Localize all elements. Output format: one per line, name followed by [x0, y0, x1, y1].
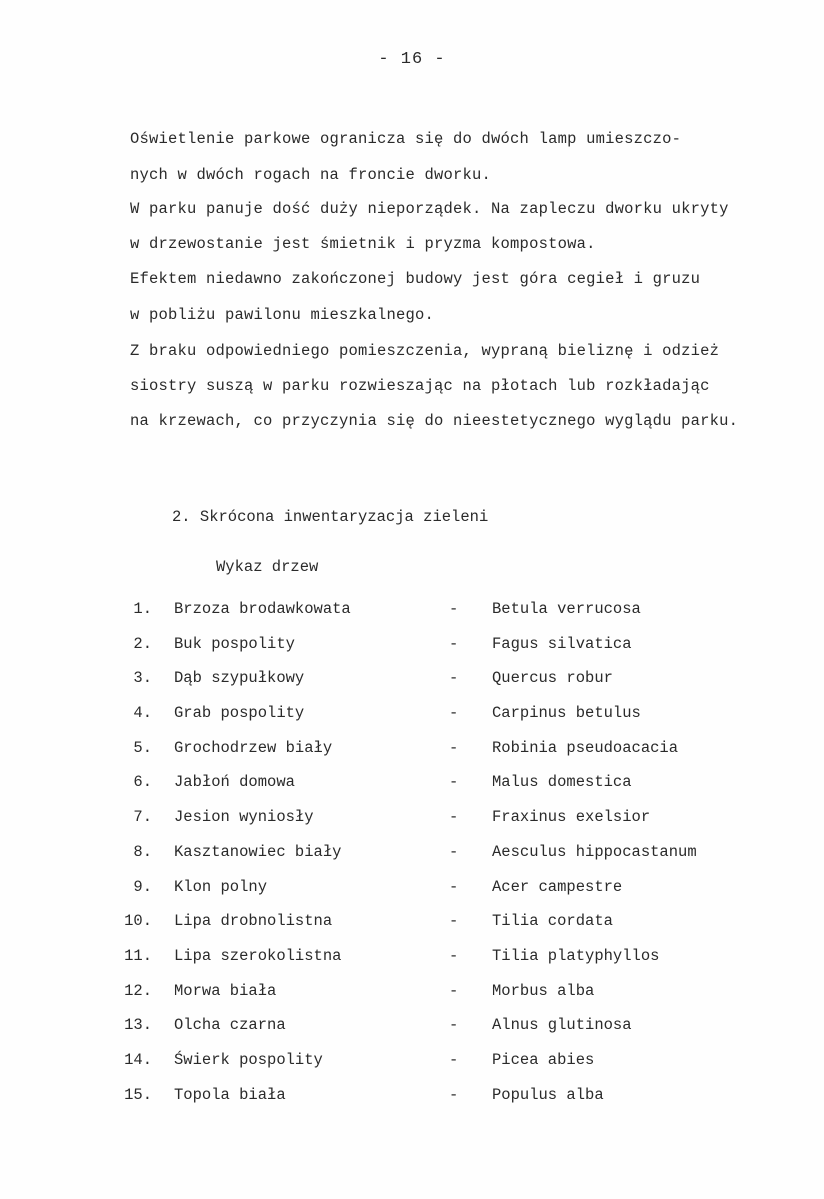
tree-polish-name: Grochodrzew biały [174, 738, 333, 757]
tree-latin-name: Betula verrucosa [492, 600, 641, 618]
tree-polish-name: Jabłoń domowa [174, 773, 295, 792]
tree-dash: - [449, 1016, 459, 1035]
tree-polish-name: Świerk pospolity [174, 1050, 323, 1069]
tree-dash: - [449, 669, 459, 688]
tree-polish-name: Morwa biała [174, 981, 277, 1000]
tree-dash: - [449, 877, 459, 896]
tree-polish-name: Grab pospolity [174, 704, 305, 723]
tree-latin-name: Tilia platyphyllos [492, 946, 660, 965]
tree-dash: - [449, 808, 459, 827]
tree-dash: - [449, 842, 459, 861]
tree-number: 3. [133, 669, 152, 688]
tree-dash: - [449, 1050, 459, 1069]
tree-latin-name: Fagus silvatica [492, 634, 632, 653]
tree-polish-name: Jesion wyniosły [174, 808, 314, 827]
tree-number: 6. [133, 773, 152, 792]
tree-latin-name: Tilia cordata [492, 912, 613, 931]
tree-dash: - [449, 981, 459, 1000]
tree-row [0, 947, 824, 982]
paragraph-line: nych w dwóch rogach na froncie dworku. [130, 166, 492, 184]
tree-polish-name: Kasztanowiec biały [174, 842, 342, 861]
tree-dash: - [449, 912, 459, 931]
tree-number: 4. [133, 704, 152, 723]
paragraph-line: w drzewostanie jest śmietnik i pryzma kompostowa. [130, 235, 596, 253]
tree-dash: - [449, 634, 459, 653]
tree-number: 11. [124, 946, 152, 965]
tree-number: 5. [133, 738, 152, 757]
tree-row [0, 1016, 824, 1051]
tree-number: 1. [133, 600, 152, 618]
tree-row [0, 808, 824, 843]
tree-number: 2. [133, 634, 152, 653]
paragraph-line: na krzewach, co przyczynia się do nieestetycznego wyglądu parku. [130, 412, 739, 430]
tree-row [0, 669, 824, 704]
paragraph-line: Efektem niedawno zakończonej budowy jest góra cegieł i gruzu [130, 270, 701, 288]
tree-list [0, 600, 824, 1120]
tree-row [0, 635, 824, 670]
tree-latin-name: Populus alba [492, 1085, 604, 1104]
tree-polish-name: Klon polny [174, 877, 268, 896]
tree-number: 10. [124, 912, 152, 931]
tree-row [0, 912, 824, 947]
tree-dash: - [449, 704, 459, 723]
tree-row [0, 704, 824, 739]
tree-latin-name: Quercus robur [492, 669, 613, 688]
tree-dash: - [449, 738, 459, 757]
tree-latin-name: Acer campestre [492, 877, 623, 896]
tree-row [0, 1086, 824, 1121]
paragraph-line: W parku panuje dość duży nieporządek. Na zapleczu dworku ukryty [130, 200, 729, 218]
tree-latin-name: Morbus alba [492, 981, 595, 1000]
page-number: - 16 - [378, 50, 446, 69]
tree-dash: - [449, 773, 459, 792]
tree-polish-name: Lipa szerokolistna [174, 946, 342, 965]
tree-row [0, 600, 824, 635]
tree-number: 14. [124, 1050, 152, 1069]
paragraph-line: Z braku odpowiedniego pomieszczenia, wypraną bieliznę i odzież [130, 342, 720, 360]
tree-latin-name: Robinia pseudoacacia [492, 738, 679, 757]
tree-number: 9. [133, 877, 152, 896]
tree-polish-name: Dąb szypułkowy [174, 669, 305, 688]
tree-polish-name: Lipa drobnolistna [174, 912, 333, 931]
tree-row [0, 843, 824, 878]
tree-latin-name: Fraxinus exelsior [492, 808, 651, 827]
tree-number: 13. [124, 1016, 152, 1035]
tree-dash: - [449, 600, 459, 618]
tree-latin-name: Picea abies [492, 1050, 595, 1069]
tree-number: 15. [124, 1085, 152, 1104]
tree-row [0, 1051, 824, 1086]
tree-latin-name: Alnus glutinosa [492, 1016, 632, 1035]
paragraph-line: w pobliżu pawilonu mieszkalnego. [130, 306, 435, 324]
tree-dash: - [449, 946, 459, 965]
tree-row [0, 878, 824, 913]
sub-heading: Wykaz drzew [216, 558, 319, 576]
tree-dash: - [449, 1085, 459, 1104]
tree-polish-name: Brzoza brodawkowata [174, 600, 351, 618]
tree-latin-name: Malus domestica [492, 773, 632, 792]
tree-number: 7. [133, 808, 152, 827]
tree-number: 8. [133, 842, 152, 861]
tree-polish-name: Buk pospolity [174, 634, 295, 653]
tree-polish-name: Olcha czarna [174, 1016, 286, 1035]
tree-polish-name: Topola biała [174, 1085, 286, 1104]
tree-row [0, 773, 824, 808]
tree-latin-name: Carpinus betulus [492, 704, 641, 723]
paragraph-line: siostry suszą w parku rozwieszając na płotach lub rozkładając [130, 377, 710, 395]
tree-latin-name: Aesculus hippocastanum [492, 842, 697, 861]
tree-row [0, 739, 824, 774]
section-heading: 2. Skrócona inwentaryzacja zieleni [172, 508, 489, 526]
tree-row [0, 982, 824, 1017]
tree-number: 12. [124, 981, 152, 1000]
paragraph-line: Oświetlenie parkowe ogranicza się do dwóch lamp umieszczo- [130, 130, 682, 148]
